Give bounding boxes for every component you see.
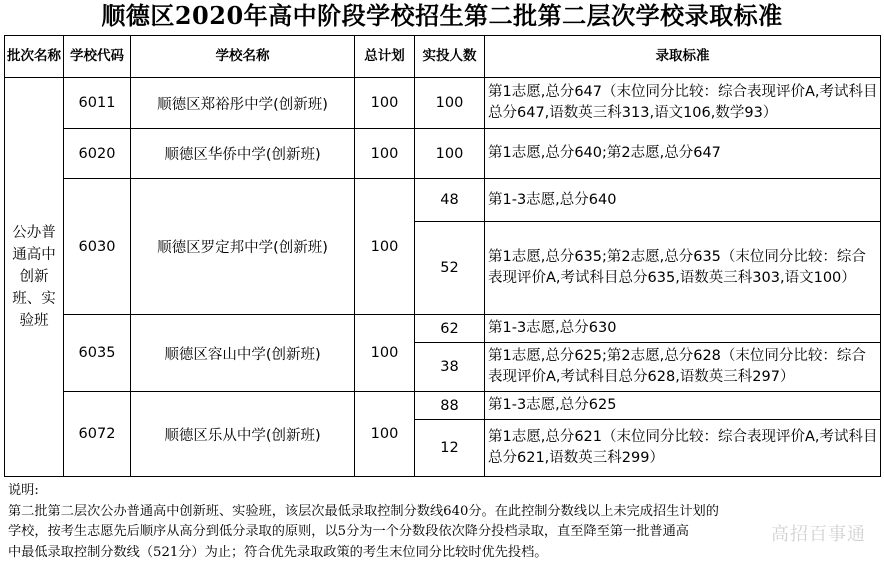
header-criteria: 录取标准: [485, 36, 881, 78]
school-plan: 100: [355, 179, 415, 315]
actual-count: 62: [415, 315, 485, 343]
school-code: 6030: [64, 179, 131, 315]
notes-line-3: 中最低录取控制分数线（521分）为止；符合优先录取政策的考生末位同分比较时优先投档。: [8, 544, 548, 560]
school-name: 顺德区乐从中学(创新班): [131, 392, 355, 477]
table-row: [5, 315, 881, 343]
school-plan: 100: [355, 129, 415, 179]
criteria-text: 第1-3志愿,总分640: [485, 179, 881, 222]
school-plan: 100: [355, 392, 415, 477]
notes-section: [8, 481, 878, 563]
school-code: 6072: [64, 392, 131, 477]
school-code: 6020: [64, 129, 131, 179]
header-plan: 总计划: [355, 36, 415, 78]
notes-line-1: 第二批第二层次公办普通高中创新班、实验班，该层次最低录取控制分数线640分。在此控制分数线以上未完成招生计划的: [8, 503, 719, 519]
table-row: [5, 179, 881, 222]
page-title: 顺德区2020年高中阶段学校招生第二批第二层次学校录取标准: [101, 1, 783, 30]
actual-count: 48: [415, 179, 485, 222]
criteria-text: 第1志愿,总分640;第2志愿,总分647: [485, 129, 881, 179]
actual-count: 38: [415, 343, 485, 392]
school-name: 顺德区容山中学(创新班): [131, 315, 355, 392]
actual-count: 88: [415, 392, 485, 420]
admission-table: [4, 35, 881, 477]
actual-count: 12: [415, 420, 485, 477]
criteria-text: 第1志愿,总分635;第2志愿,总分635（末位同分比较：综合表现评价A,考试科目总分635,语数英三科303,语文100）: [485, 222, 881, 315]
batch-label: 公办普通高中创新班、实验班: [5, 78, 64, 477]
actual-count: 100: [415, 129, 485, 179]
table-row: [5, 129, 881, 179]
header-actual: 实投人数: [415, 36, 485, 78]
school-code: 6011: [64, 78, 131, 129]
header-name: 学校名称: [131, 36, 355, 78]
criteria-text: 第1志愿,总分621（末位同分比较：综合表现评价A,考试科目总分621,语数英三科299）: [485, 420, 881, 477]
header-row: [5, 36, 881, 78]
school-name: 顺德区郑裕彤中学(创新班): [131, 78, 355, 129]
school-name: 顺德区罗定邦中学(创新班): [131, 179, 355, 315]
table-row: [5, 78, 881, 129]
school-plan: 100: [355, 78, 415, 129]
actual-count: 52: [415, 222, 485, 315]
school-code: 6035: [64, 315, 131, 392]
school-plan: 100: [355, 315, 415, 392]
notes-line-2: 学校，按考生志愿先后顺序从高分到低分录取的原则，以5分为一个分数段依次降分投档录取，直至降至第一批普通高: [8, 524, 689, 539]
criteria-text: 第1-3志愿,总分625: [485, 392, 881, 420]
notes-label: 说明:: [8, 483, 39, 498]
table-row: [5, 392, 881, 420]
header-code: 学校代码: [64, 36, 131, 78]
school-name: 顺德区华侨中学(创新班): [131, 129, 355, 179]
criteria-text: 第1-3志愿,总分630: [485, 315, 881, 343]
header-batch: 批次名称: [5, 36, 64, 78]
actual-count: 100: [415, 78, 485, 129]
watermark-text: 高招百事通: [771, 524, 866, 545]
criteria-text: 第1志愿,总分625;第2志愿,总分628（末位同分比较：综合表现评价A,考试科目总分628,语数英三科297）: [485, 343, 881, 392]
criteria-text: 第1志愿,总分647（末位同分比较：综合表现评价A,考试科目总分647,语数英三科313,语文106,数学93）: [485, 78, 881, 129]
